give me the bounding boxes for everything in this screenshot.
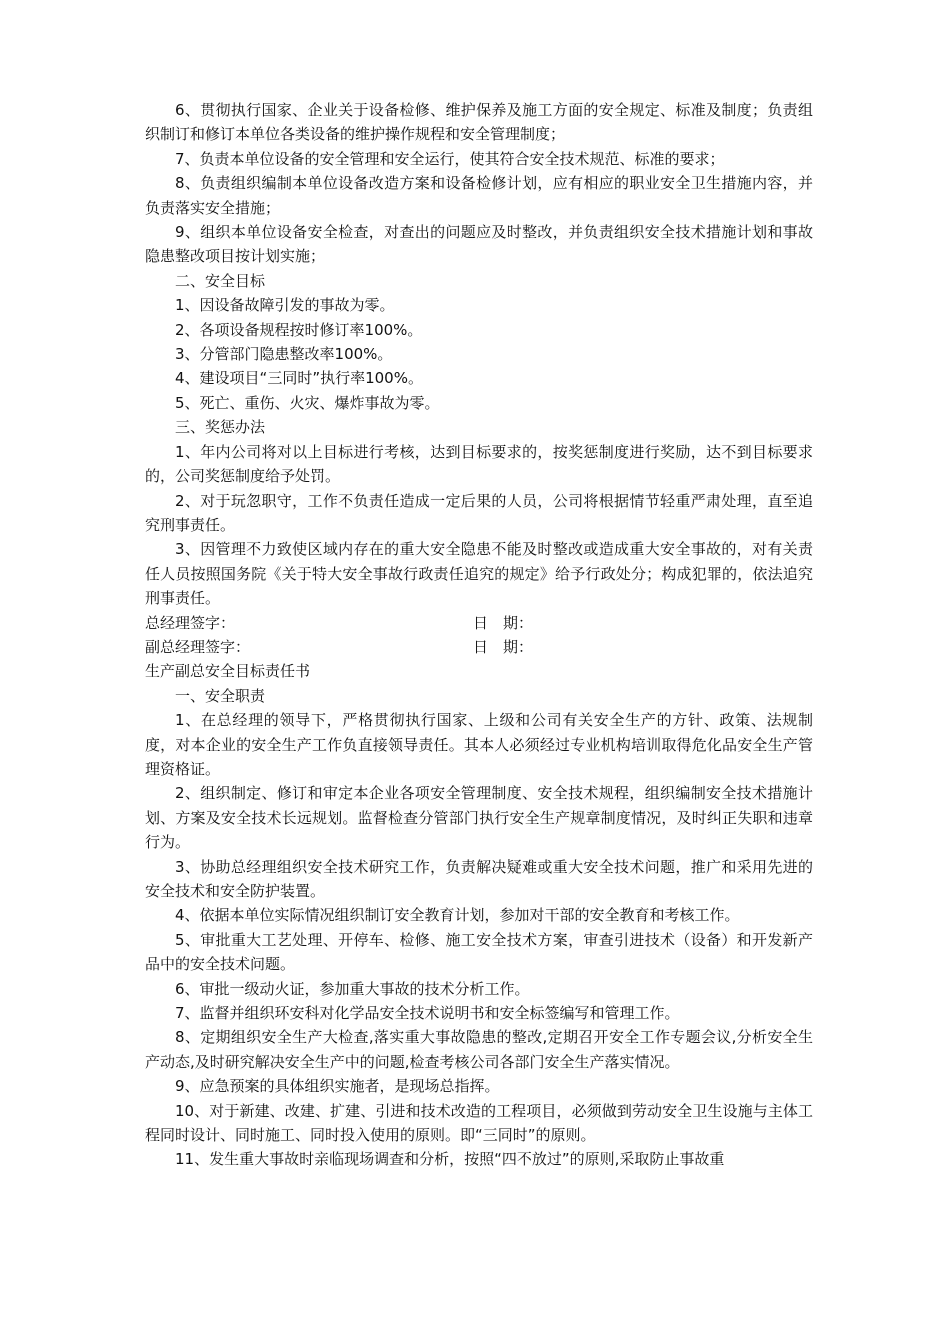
date-label: 日 期：	[473, 637, 534, 656]
paragraph: 9、组织本单位设备安全检查，对查出的问题应及时整改，并负责组织安全技术措施计划和事故隐患整改项目按计划实施；	[145, 223, 813, 266]
paragraph: 4、建设项目“三同时”执行率100%。	[175, 369, 423, 388]
paragraph: 9、应急预案的具体组织实施者，是现场总指挥。	[175, 1077, 500, 1096]
paragraph: 5、审批重大工艺处理、开停车、检修、施工安全技术方案，审查引进技术（设备）和开发新产品中的安全技术问题。	[145, 930, 813, 974]
paragraph: 6、贯彻执行国家、企业关于设备检修、维护保养及施工方面的安全规定、标准及制度；负责组织制订和修订本单位各类设备的维护操作规程和安全管理制度；	[145, 101, 813, 144]
paragraph: 6、审批一级动火证，参加重大事故的技术分析工作。	[175, 979, 530, 998]
paragraph: 7、监督并组织环安科对化学品安全技术说明书和安全标签编写和管理工作。	[175, 1004, 680, 1023]
signature-label: 副总经理签字：	[145, 637, 251, 656]
paragraph: 8、定期组织安全生产大检查,落实重大事故隐患的整改,定期召开安全工作专题会议,分析安全生产动态,及时研究解决安全生产中的问题,检查考核公司各部门安全生产落实情况。	[145, 1028, 813, 1071]
paragraph: 1、年内公司将对以上目标进行考核，达到目标要求的，按奖惩制度进行奖励，达不到目标要求的，公司奖惩制度给予处罚。	[145, 442, 813, 486]
paragraph: 4、依据本单位实际情况组织制订安全教育计划，参加对干部的安全教育和考核工作。	[175, 906, 740, 925]
signature-line	[145, 635, 813, 659]
section-heading: 一、安全职责	[175, 686, 266, 705]
paragraph: 5、死亡、重伤、火灾、爆炸事故为零。	[175, 393, 440, 412]
paragraph: 3、因管理不力致使区域内存在的重大安全隐患不能及时整改或造成重大安全事故的，对有关责任人员按照国务院《关于特大安全事故行政责任追究的规定》给予行政处分；构成犯罪的，依法追究刑事责任。	[145, 540, 813, 608]
paragraph: 7、负责本单位设备的安全管理和安全运行，使其符合安全技术规范、标准的要求；	[175, 149, 725, 168]
paragraph: 8、负责组织编制本单位设备改造方案和设备检修计划，应有相应的职业安全卫生措施内容，并负责落实安全措施；	[145, 174, 813, 217]
paragraph: 2、各项设备规程按时修订率100%。	[175, 320, 423, 339]
date-label: 日 期：	[473, 613, 534, 632]
paragraph: 1、在总经理的领导下，严格贯彻执行国家、上级和公司有关安全生产的方针、政策、法规制度，对本企业的安全生产工作负直接领导责任。其本人必须经过专业机构培训取得危化品安全生产管理资格证。	[145, 711, 813, 778]
paragraph: 3、协助总经理组织安全技术研究工作，负责解决疑难或重大安全技术问题，推广和采用先进的安全技术和安全防护装置。	[145, 857, 813, 900]
paragraph: 1、因设备故障引发的事故为零。	[175, 296, 395, 315]
section-heading: 二、安全目标	[175, 271, 266, 290]
paragraph: 2、组织制定、修订和审定本企业各项安全管理制度、安全技术规程，组织编制安全技术措施计划、方案及安全技术长远规划。监督检查分管部门执行安全生产规章制度情况，及时纠正失职和违章行为。	[145, 784, 813, 852]
paragraph: 11、发生重大事故时亲临现场调查和分析，按照“四不放过”的原则,采取防止事故重	[175, 1150, 725, 1169]
paragraph: 3、分管部门隐患整改率100%。	[175, 345, 393, 364]
section-heading: 三、奖惩办法	[175, 418, 266, 437]
signature-label: 总经理签字：	[145, 613, 236, 632]
signature-line	[145, 611, 813, 635]
section-title: 生产副总安全目标责任书	[145, 662, 311, 681]
paragraph: 10、对于新建、改建、扩建、引进和技术改造的工程项目，必须做到劳动安全卫生设施与主体工程同时设计、同时施工、同时投入使用的原则。即“三同时”的原则。	[145, 1101, 813, 1145]
paragraph: 2、对于玩忽职守，工作不负责任造成一定后果的人员，公司将根据情节轻重严肃处理，直至追究刑事责任。	[145, 491, 813, 534]
document-page	[145, 98, 813, 1172]
